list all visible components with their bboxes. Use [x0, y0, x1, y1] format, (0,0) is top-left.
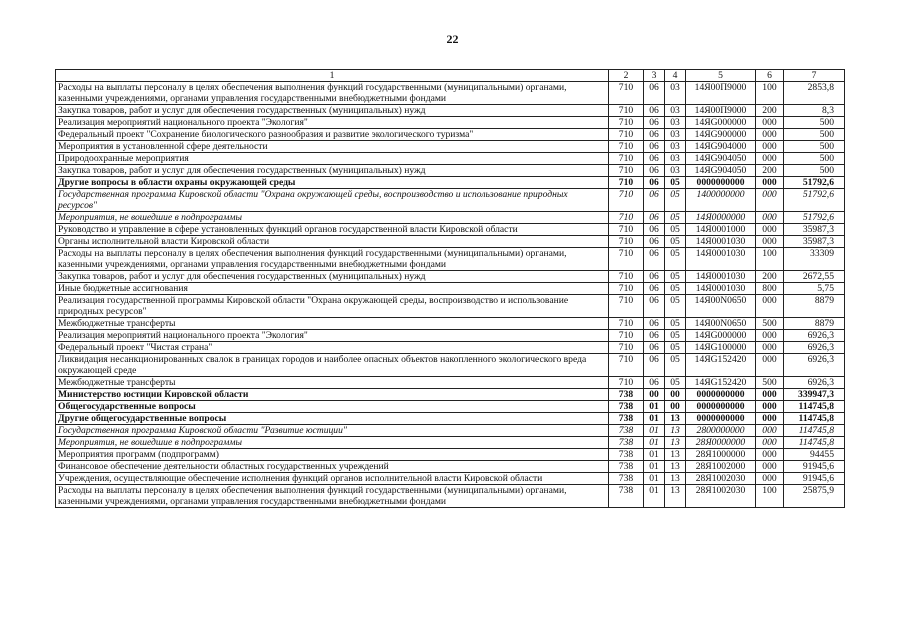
row-subsection-cell: 13: [665, 437, 686, 449]
row-amount-cell: 33309: [784, 248, 845, 271]
row-section-cell: 06: [644, 342, 665, 354]
row-target-cell: 14ЯG000000: [686, 117, 756, 129]
table-row: [56, 342, 845, 354]
row-section-cell: 01: [644, 425, 665, 437]
row-target-cell: 0000000000: [686, 401, 756, 413]
row-name-cell: Реализация мероприятий национального проекта "Экология": [56, 330, 609, 342]
row-target-cell: 14ЯG152420: [686, 354, 756, 377]
row-target-cell: 14Я0000000: [686, 212, 756, 224]
row-type-cell: 200: [756, 105, 784, 117]
row-subsection-cell: 05: [665, 177, 686, 189]
row-name-cell: Финансовое обеспечение деятельности областных государственных учреждений: [56, 461, 609, 473]
row-name-cell: Закупка товаров, работ и услуг для обеспечения государственных (муниципальных) нужд: [56, 105, 609, 117]
row-subsection-cell: 05: [665, 236, 686, 248]
row-section-cell: 06: [644, 177, 665, 189]
row-type-cell: 200: [756, 271, 784, 283]
header-cell: 5: [686, 70, 756, 82]
table-row: [56, 165, 845, 177]
row-code-cell: 738: [609, 425, 644, 437]
row-subsection-cell: 03: [665, 82, 686, 105]
row-type-cell: 100: [756, 248, 784, 271]
row-section-cell: 01: [644, 437, 665, 449]
row-code-cell: 710: [609, 342, 644, 354]
row-name-cell: Другие общегосударственные вопросы: [56, 413, 609, 425]
row-type-cell: 100: [756, 485, 784, 508]
row-section-cell: 06: [644, 212, 665, 224]
row-amount-cell: 500: [784, 117, 845, 129]
row-amount-cell: 25875,9: [784, 485, 845, 508]
row-code-cell: 710: [609, 189, 644, 212]
row-type-cell: 000: [756, 295, 784, 318]
row-code-cell: 710: [609, 236, 644, 248]
row-section-cell: 00: [644, 389, 665, 401]
table-row: [56, 236, 845, 248]
row-target-cell: 14ЯG904050: [686, 165, 756, 177]
row-code-cell: 710: [609, 82, 644, 105]
row-amount-cell: 500: [784, 141, 845, 153]
row-subsection-cell: 03: [665, 117, 686, 129]
row-code-cell: 710: [609, 283, 644, 295]
row-code-cell: 738: [609, 413, 644, 425]
row-name-cell: Государственная программа Кировской области "Охрана окружающей среды, воспроизводство и использование природных ресурсов": [56, 189, 609, 212]
row-section-cell: 06: [644, 283, 665, 295]
row-target-cell: 14Я0001000: [686, 224, 756, 236]
table-row: [56, 283, 845, 295]
table-row: [56, 377, 845, 389]
row-name-cell: Расходы на выплаты персоналу в целях обеспечения выполнения функций государственными (муниципальными) органами, казенными учреждениями, органами управления государственными внебюджетными фондами: [56, 485, 609, 508]
row-section-cell: 01: [644, 401, 665, 413]
row-type-cell: 000: [756, 189, 784, 212]
row-type-cell: 100: [756, 82, 784, 105]
row-subsection-cell: 05: [665, 295, 686, 318]
row-name-cell: Государственная программа Кировской области "Развитие юстиции": [56, 425, 609, 437]
row-amount-cell: 8,3: [784, 105, 845, 117]
row-name-cell: Общегосударственные вопросы: [56, 401, 609, 413]
row-name-cell: Закупка товаров, работ и услуг для обеспечения государственных (муниципальных) нужд: [56, 271, 609, 283]
row-code-cell: 710: [609, 177, 644, 189]
row-type-cell: 000: [756, 413, 784, 425]
row-name-cell: Межбюджетные трансферты: [56, 318, 609, 330]
row-target-cell: 0000000000: [686, 413, 756, 425]
header-cell: 4: [665, 70, 686, 82]
header-cell: 3: [644, 70, 665, 82]
row-section-cell: 06: [644, 82, 665, 105]
row-subsection-cell: 05: [665, 318, 686, 330]
table-row: [56, 318, 845, 330]
table-row: [56, 437, 845, 449]
row-subsection-cell: 05: [665, 342, 686, 354]
row-section-cell: 01: [644, 473, 665, 485]
row-amount-cell: 91945,6: [784, 461, 845, 473]
row-type-cell: 000: [756, 177, 784, 189]
row-section-cell: 06: [644, 236, 665, 248]
row-target-cell: 14ЯG000000: [686, 330, 756, 342]
row-subsection-cell: 05: [665, 189, 686, 212]
row-amount-cell: 114745,8: [784, 425, 845, 437]
row-subsection-cell: 03: [665, 153, 686, 165]
row-code-cell: 738: [609, 461, 644, 473]
row-name-cell: Закупка товаров, работ и услуг для обеспечения государственных (муниципальных) нужд: [56, 165, 609, 177]
row-amount-cell: 6926,3: [784, 377, 845, 389]
row-target-cell: 2800000000: [686, 425, 756, 437]
table-row: [56, 82, 845, 105]
row-subsection-cell: 13: [665, 461, 686, 473]
row-type-cell: 000: [756, 389, 784, 401]
row-code-cell: 738: [609, 473, 644, 485]
row-code-cell: 738: [609, 389, 644, 401]
row-section-cell: 06: [644, 330, 665, 342]
table-body: [56, 70, 845, 508]
table-row: [56, 105, 845, 117]
table-row: [56, 401, 845, 413]
row-amount-cell: 35987,3: [784, 236, 845, 248]
row-name-cell: Федеральный проект "Чистая страна": [56, 342, 609, 354]
row-code-cell: 710: [609, 224, 644, 236]
row-target-cell: 0000000000: [686, 177, 756, 189]
row-section-cell: 06: [644, 271, 665, 283]
row-type-cell: 200: [756, 165, 784, 177]
row-section-cell: 06: [644, 153, 665, 165]
row-amount-cell: 91945,6: [784, 473, 845, 485]
table-row: [56, 425, 845, 437]
row-section-cell: 06: [644, 105, 665, 117]
row-target-cell: 14Я0001030: [686, 236, 756, 248]
row-target-cell: 14ЯG904000: [686, 141, 756, 153]
row-type-cell: 000: [756, 330, 784, 342]
row-section-cell: 06: [644, 295, 665, 318]
row-section-cell: 06: [644, 377, 665, 389]
row-name-cell: Министерство юстиции Кировской области: [56, 389, 609, 401]
row-code-cell: 710: [609, 271, 644, 283]
row-target-cell: 14Я00П9000: [686, 105, 756, 117]
row-amount-cell: 51792,6: [784, 189, 845, 212]
row-subsection-cell: 05: [665, 212, 686, 224]
table-header-row: [56, 70, 845, 82]
table-row: [56, 129, 845, 141]
table-row: [56, 473, 845, 485]
row-name-cell: Другие вопросы в области охраны окружающей среды: [56, 177, 609, 189]
table-row: [56, 449, 845, 461]
row-code-cell: 710: [609, 377, 644, 389]
header-cell: 6: [756, 70, 784, 82]
row-type-cell: 000: [756, 141, 784, 153]
row-name-cell: Ликвидация несанкционированных свалок в границах городов и наиболее опасных объектов накопленного экологического вреда окружающей среде: [56, 354, 609, 377]
row-code-cell: 710: [609, 295, 644, 318]
table-row: [56, 153, 845, 165]
row-type-cell: 000: [756, 354, 784, 377]
row-amount-cell: 114745,8: [784, 413, 845, 425]
row-subsection-cell: 13: [665, 449, 686, 461]
row-section-cell: 01: [644, 461, 665, 473]
row-amount-cell: 500: [784, 153, 845, 165]
row-amount-cell: 35987,3: [784, 224, 845, 236]
row-name-cell: Федеральный проект "Сохранение биологического разнообразия и развитие экологического туризма": [56, 129, 609, 141]
page-number: 22: [446, 32, 459, 46]
row-code-cell: 710: [609, 318, 644, 330]
row-subsection-cell: 05: [665, 283, 686, 295]
row-type-cell: 000: [756, 129, 784, 141]
row-code-cell: 710: [609, 129, 644, 141]
row-name-cell: Учреждения, осуществляющие обеспечение исполнения функций органов исполнительной власти Кировской области: [56, 473, 609, 485]
row-type-cell: 000: [756, 437, 784, 449]
row-subsection-cell: 05: [665, 377, 686, 389]
row-code-cell: 710: [609, 248, 644, 271]
header-cell: 7: [784, 70, 845, 82]
row-code-cell: 738: [609, 437, 644, 449]
row-type-cell: 000: [756, 461, 784, 473]
row-amount-cell: 114745,8: [784, 437, 845, 449]
row-amount-cell: 339947,3: [784, 389, 845, 401]
row-target-cell: 14Я00N0650: [686, 318, 756, 330]
row-section-cell: 06: [644, 129, 665, 141]
row-type-cell: 000: [756, 117, 784, 129]
row-amount-cell: 51792,6: [784, 177, 845, 189]
row-code-cell: 710: [609, 165, 644, 177]
table-row: [56, 141, 845, 153]
row-amount-cell: 2672,55: [784, 271, 845, 283]
row-code-cell: 710: [609, 117, 644, 129]
table-row: [56, 224, 845, 236]
row-target-cell: 28Я1002000: [686, 461, 756, 473]
table-row: [56, 461, 845, 473]
row-type-cell: 800: [756, 283, 784, 295]
table-row: [56, 189, 845, 212]
row-subsection-cell: 13: [665, 473, 686, 485]
row-name-cell: Иные бюджетные ассигнования: [56, 283, 609, 295]
row-name-cell: Мероприятия программ (подпрограмм): [56, 449, 609, 461]
row-subsection-cell: 03: [665, 165, 686, 177]
row-subsection-cell: 05: [665, 248, 686, 271]
row-subsection-cell: 13: [665, 425, 686, 437]
row-type-cell: 000: [756, 449, 784, 461]
row-target-cell: 14ЯG152420: [686, 377, 756, 389]
row-code-cell: 738: [609, 401, 644, 413]
row-amount-cell: 8879: [784, 295, 845, 318]
table-row: [56, 485, 845, 508]
row-section-cell: 06: [644, 165, 665, 177]
row-name-cell: Межбюджетные трансферты: [56, 377, 609, 389]
row-code-cell: 710: [609, 330, 644, 342]
row-target-cell: 14Я00N0650: [686, 295, 756, 318]
row-code-cell: 710: [609, 212, 644, 224]
row-subsection-cell: 00: [665, 389, 686, 401]
row-amount-cell: 5,75: [784, 283, 845, 295]
row-subsection-cell: 05: [665, 224, 686, 236]
row-name-cell: Расходы на выплаты персоналу в целях обеспечения выполнения функций государственными (муниципальными) органами, казенными учреждениями, органами управления государственными внебюджетными фондами: [56, 248, 609, 271]
row-subsection-cell: 03: [665, 105, 686, 117]
row-subsection-cell: 00: [665, 401, 686, 413]
row-amount-cell: 2853,8: [784, 82, 845, 105]
header-cell: 2: [609, 70, 644, 82]
row-type-cell: 000: [756, 342, 784, 354]
table-row: [56, 212, 845, 224]
row-amount-cell: 6926,3: [784, 342, 845, 354]
row-subsection-cell: 13: [665, 485, 686, 508]
row-name-cell: Органы исполнительной власти Кировской области: [56, 236, 609, 248]
row-target-cell: 28Я1000000: [686, 449, 756, 461]
row-type-cell: 000: [756, 401, 784, 413]
row-target-cell: 14ЯG100000: [686, 342, 756, 354]
row-code-cell: 710: [609, 105, 644, 117]
row-type-cell: 000: [756, 153, 784, 165]
row-section-cell: 06: [644, 224, 665, 236]
row-name-cell: Мероприятия в установленной сфере деятельности: [56, 141, 609, 153]
row-section-cell: 06: [644, 248, 665, 271]
table-row: [56, 330, 845, 342]
row-target-cell: 14ЯG900000: [686, 129, 756, 141]
row-type-cell: 500: [756, 318, 784, 330]
row-subsection-cell: 05: [665, 330, 686, 342]
row-amount-cell: 8879: [784, 318, 845, 330]
row-name-cell: Реализация мероприятий национального проекта "Экология": [56, 117, 609, 129]
row-amount-cell: 94455: [784, 449, 845, 461]
row-target-cell: 14Я0001030: [686, 271, 756, 283]
table-row: [56, 271, 845, 283]
row-section-cell: 01: [644, 485, 665, 508]
row-name-cell: Реализация государственной программы Кировской области "Охрана окружающей среды, воспроизводство и использование природных ресурсов": [56, 295, 609, 318]
row-target-cell: 14Я00П9000: [686, 82, 756, 105]
row-amount-cell: 51792,6: [784, 212, 845, 224]
row-subsection-cell: 03: [665, 141, 686, 153]
row-code-cell: 738: [609, 449, 644, 461]
row-name-cell: Расходы на выплаты персоналу в целях обеспечения выполнения функций государственными (муниципальными) органами, казенными учреждениями, органами управления государственными внебюджетными фондами: [56, 82, 609, 105]
row-section-cell: 06: [644, 354, 665, 377]
row-target-cell: 14Я0001030: [686, 283, 756, 295]
row-subsection-cell: 05: [665, 354, 686, 377]
row-target-cell: 14Я0001030: [686, 248, 756, 271]
row-section-cell: 06: [644, 141, 665, 153]
row-name-cell: Мероприятия, не вошедшие в подпрограммы: [56, 437, 609, 449]
row-amount-cell: 500: [784, 165, 845, 177]
row-type-cell: 000: [756, 224, 784, 236]
row-amount-cell: 6926,3: [784, 354, 845, 377]
table-row: [56, 177, 845, 189]
budget-table: [55, 69, 845, 508]
row-type-cell: 000: [756, 425, 784, 437]
row-type-cell: 500: [756, 377, 784, 389]
row-code-cell: 738: [609, 485, 644, 508]
row-name-cell: Природоохранные мероприятия: [56, 153, 609, 165]
row-section-cell: 01: [644, 413, 665, 425]
row-name-cell: Мероприятия, не вошедшие в подпрограммы: [56, 212, 609, 224]
row-target-cell: 28Я1002030: [686, 473, 756, 485]
row-type-cell: 000: [756, 212, 784, 224]
row-target-cell: 1400000000: [686, 189, 756, 212]
row-code-cell: 710: [609, 354, 644, 377]
row-amount-cell: 114745,8: [784, 401, 845, 413]
row-name-cell: Руководство и управление в сфере установленных функций органов государственной власти Кировской области: [56, 224, 609, 236]
table-row: [56, 413, 845, 425]
row-target-cell: 0000000000: [686, 389, 756, 401]
table-row: [56, 389, 845, 401]
row-type-cell: 000: [756, 473, 784, 485]
row-code-cell: 710: [609, 141, 644, 153]
row-section-cell: 06: [644, 189, 665, 212]
header-cell: 1: [56, 70, 609, 82]
row-code-cell: 710: [609, 153, 644, 165]
row-amount-cell: 500: [784, 129, 845, 141]
row-target-cell: 28Я0000000: [686, 437, 756, 449]
row-section-cell: 01: [644, 449, 665, 461]
table-row: [56, 295, 845, 318]
row-type-cell: 000: [756, 236, 784, 248]
row-target-cell: 28Я1002030: [686, 485, 756, 508]
row-target-cell: 14ЯG904050: [686, 153, 756, 165]
row-section-cell: 06: [644, 117, 665, 129]
table-row: [56, 117, 845, 129]
row-subsection-cell: 05: [665, 271, 686, 283]
row-amount-cell: 6926,3: [784, 330, 845, 342]
row-section-cell: 06: [644, 318, 665, 330]
table-row: [56, 248, 845, 271]
table-row: [56, 354, 845, 377]
row-subsection-cell: 03: [665, 129, 686, 141]
row-subsection-cell: 13: [665, 413, 686, 425]
